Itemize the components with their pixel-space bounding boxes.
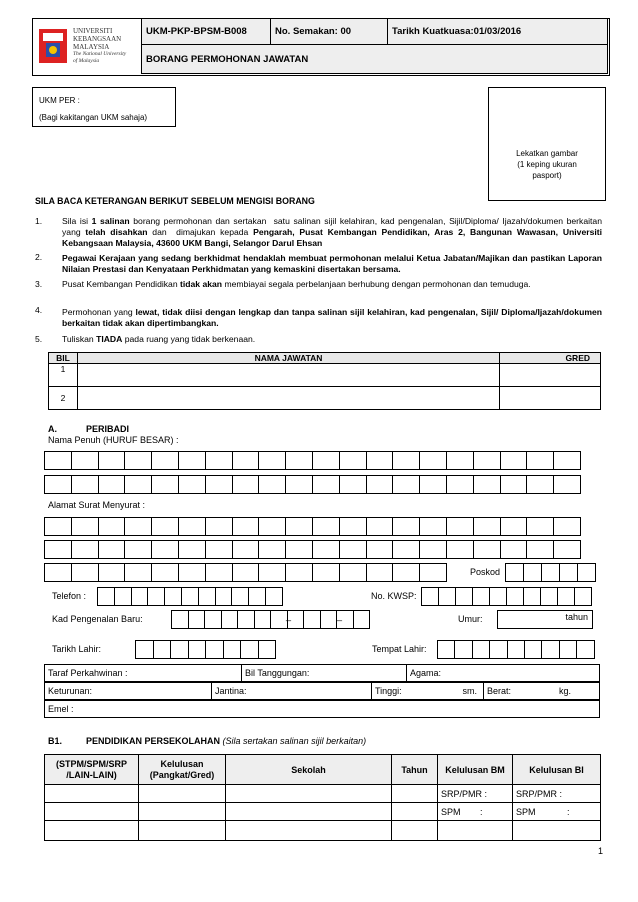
- instruction-item: Pegawai Kerajaan yang sedang berkhidmat hendaklah membuat permohonan melalui Ketua Jabatan/Majikan dan pastikan Laporan Nilaian Prestasi dan Kenyataan Perkhidmatan yang kemaskini disertakan bersama.: [62, 253, 602, 274]
- instruction-item: Pusat Kembangan Pendidikan tidak akan membiayai segala perbelanjaan berhubung dengan permohonan dan temuduga.: [62, 279, 531, 289]
- year-cell[interactable]: [392, 803, 438, 821]
- char-box[interactable]: [258, 640, 277, 659]
- char-box[interactable]: [392, 563, 420, 582]
- ukm-per-box[interactable]: [32, 87, 176, 127]
- char-box[interactable]: [524, 640, 542, 659]
- char-box[interactable]: [339, 475, 367, 494]
- char-box[interactable]: [258, 475, 286, 494]
- section-b1-title: PENDIDIKAN PERSEKOLAHAN: [86, 736, 221, 746]
- form-code: UKM-PKP-BPSM-B008: [141, 18, 271, 45]
- char-box[interactable]: [312, 451, 340, 470]
- char-box[interactable]: [124, 451, 152, 470]
- char-box[interactable]: [151, 540, 179, 559]
- poskod-grid[interactable]: [505, 563, 595, 582]
- char-box[interactable]: [258, 517, 286, 536]
- address-grid-1[interactable]: [44, 517, 580, 536]
- logo-line-2: KEBANGSAAN: [73, 35, 122, 43]
- char-box[interactable]: [231, 587, 249, 606]
- char-box[interactable]: [285, 451, 313, 470]
- char-box[interactable]: [178, 517, 206, 536]
- char-box[interactable]: [204, 610, 222, 629]
- grade-cell[interactable]: [500, 387, 601, 410]
- char-box[interactable]: [392, 451, 420, 470]
- email-field[interactable]: [45, 701, 600, 718]
- section-b1-note: (Sila sertakan salinan sijil berkaitan): [222, 736, 367, 746]
- bm-srp-cell[interactable]: SRP/PMR :: [438, 785, 513, 803]
- char-box[interactable]: [171, 610, 189, 629]
- char-box[interactable]: [124, 563, 152, 582]
- char-box[interactable]: [98, 475, 126, 494]
- result-cell[interactable]: [139, 785, 226, 803]
- col-school: Sekolah: [226, 755, 392, 785]
- marital-label: Taraf Perkahwinan :: [48, 668, 128, 678]
- logo-line-4: The National University: [73, 51, 127, 57]
- char-box[interactable]: [147, 587, 165, 606]
- effective-date: Tarikh Kuatkuasa:01/03/2016: [387, 18, 608, 45]
- logo-line-5: of Malaysia: [73, 57, 100, 64]
- char-box[interactable]: [553, 540, 581, 559]
- ukm-per-label: UKM PER :: [39, 96, 80, 105]
- char-box[interactable]: [541, 640, 559, 659]
- char-box[interactable]: [526, 475, 554, 494]
- char-box[interactable]: [526, 451, 554, 470]
- char-box[interactable]: [151, 517, 179, 536]
- char-box[interactable]: [473, 540, 501, 559]
- exam-cell[interactable]: [45, 821, 139, 841]
- char-box[interactable]: [473, 451, 501, 470]
- char-box[interactable]: [232, 451, 260, 470]
- char-box[interactable]: [232, 540, 260, 559]
- char-box[interactable]: [270, 610, 288, 629]
- bi-spm-cell[interactable]: [513, 803, 601, 821]
- telefon-label: Telefon :: [52, 591, 87, 601]
- age-label: Umur:: [458, 614, 483, 624]
- char-box[interactable]: [303, 610, 321, 629]
- char-box[interactable]: [258, 540, 286, 559]
- char-box[interactable]: [114, 587, 132, 606]
- bm-cell[interactable]: [438, 821, 513, 841]
- char-box[interactable]: [254, 610, 272, 629]
- char-box[interactable]: [320, 610, 338, 629]
- personal-details-table: [44, 664, 600, 682]
- char-box[interactable]: [232, 475, 260, 494]
- instruction-number: 3.: [35, 279, 43, 289]
- char-box[interactable]: [489, 640, 507, 659]
- char-box[interactable]: [438, 587, 456, 606]
- poskod-label: Poskod: [470, 567, 501, 577]
- dob-grid[interactable]: [135, 640, 275, 659]
- religion-label: Agama:: [410, 668, 442, 678]
- bi-srp-cell[interactable]: SRP/PMR :: [513, 785, 601, 803]
- bm-spm-label: SPM: [441, 806, 461, 817]
- char-box[interactable]: [205, 640, 224, 659]
- religion-field[interactable]: [407, 665, 600, 682]
- char-box[interactable]: [135, 640, 154, 659]
- section-a-label: A.: [48, 424, 57, 434]
- char-box[interactable]: [178, 563, 206, 582]
- char-box[interactable]: [240, 640, 259, 659]
- age-unit: tahun: [565, 612, 588, 622]
- address-label: Alamat Surat Menyurat :: [48, 500, 146, 510]
- char-box[interactable]: [446, 475, 474, 494]
- char-box[interactable]: [553, 475, 581, 494]
- char-box[interactable]: [170, 640, 189, 659]
- char-box[interactable]: [164, 587, 182, 606]
- page-number: 1: [598, 846, 604, 856]
- school-cell[interactable]: [226, 821, 392, 841]
- char-box[interactable]: [285, 475, 313, 494]
- char-box[interactable]: [577, 563, 596, 582]
- char-box[interactable]: [366, 451, 394, 470]
- char-box[interactable]: [265, 587, 283, 606]
- table-row[interactable]: [45, 821, 601, 841]
- char-box[interactable]: [258, 451, 286, 470]
- char-box[interactable]: [489, 587, 507, 606]
- char-box[interactable]: [258, 563, 286, 582]
- char-box[interactable]: [446, 540, 474, 559]
- col-result-1: Kelulusan: [160, 758, 204, 769]
- address-grid-3[interactable]: [44, 563, 446, 582]
- char-box[interactable]: [523, 587, 541, 606]
- char-box[interactable]: [507, 640, 525, 659]
- char-box[interactable]: [437, 640, 455, 659]
- char-box[interactable]: [131, 587, 149, 606]
- row-number: 2: [49, 387, 78, 410]
- char-box[interactable]: [98, 451, 126, 470]
- height-field[interactable]: [372, 683, 484, 700]
- year-cell[interactable]: [392, 821, 438, 841]
- char-box[interactable]: [553, 451, 581, 470]
- year-cell[interactable]: [392, 785, 438, 803]
- char-box[interactable]: [339, 563, 367, 582]
- char-box[interactable]: [248, 587, 266, 606]
- char-box[interactable]: [124, 517, 152, 536]
- char-box[interactable]: [454, 640, 472, 659]
- char-box[interactable]: [71, 475, 99, 494]
- char-box[interactable]: [419, 563, 447, 582]
- char-box[interactable]: [500, 451, 528, 470]
- char-box[interactable]: [205, 451, 233, 470]
- char-box[interactable]: [215, 587, 233, 606]
- char-box[interactable]: [205, 517, 233, 536]
- bi-cell[interactable]: [513, 821, 601, 841]
- char-box[interactable]: [576, 640, 594, 659]
- full-name-grid-1[interactable]: [44, 451, 580, 470]
- char-box[interactable]: [473, 517, 501, 536]
- section-a-title: PERIBADI: [86, 424, 130, 434]
- char-box[interactable]: [98, 540, 126, 559]
- revision-number: No. Semakan: 00: [270, 18, 388, 45]
- position-name-cell[interactable]: [78, 387, 500, 410]
- bm-spm-colon: :: [480, 806, 483, 817]
- char-box[interactable]: [353, 610, 371, 629]
- gender-label: Jantina:: [215, 686, 247, 696]
- dependents-label: Bil Tanggungan:: [245, 668, 310, 678]
- telefon-grid[interactable]: [97, 587, 282, 606]
- char-box[interactable]: [71, 563, 99, 582]
- char-box[interactable]: [339, 451, 367, 470]
- char-box[interactable]: [500, 517, 528, 536]
- char-box[interactable]: [44, 475, 72, 494]
- char-box[interactable]: [419, 540, 447, 559]
- col-exam-2: /LAIN-LAIN): [66, 769, 117, 780]
- char-box[interactable]: [285, 517, 313, 536]
- char-box[interactable]: [71, 451, 99, 470]
- char-box[interactable]: [472, 640, 490, 659]
- char-box[interactable]: [446, 517, 474, 536]
- age-input[interactable]: [497, 610, 593, 629]
- row-number: 1: [49, 364, 78, 387]
- instruction-item: Sila isi 1 salinan borang permohonan dan sertakan satu salinan sijil kelahiran, kad pengenalan, Sijil/Diploma/ Ijazah/dokumen berkaitan yang telah disahkan dan dimajukan kepada Pengarah, Pusat Kembangan Pendidikan, Aras 2, Bangunan Wawasan, Universiti Kebangsaan Malaysia, 43600 UKM Bangi, Selangor Darul Ehsan: [62, 216, 602, 248]
- logo-line-1: UNIVERSITI: [73, 27, 113, 35]
- char-box[interactable]: [557, 587, 575, 606]
- char-box[interactable]: [221, 610, 239, 629]
- weight-field[interactable]: [484, 683, 600, 700]
- char-box[interactable]: [419, 475, 447, 494]
- instructions-heading: SILA BACA KETERANGAN BERIKUT SEBELUM MENGISI BORANG: [35, 196, 315, 206]
- instruction-number: 1.: [35, 216, 43, 226]
- char-box[interactable]: [151, 563, 179, 582]
- position-table: [48, 352, 601, 410]
- height-unit: sm.: [462, 686, 477, 696]
- col-year: Tahun: [392, 755, 438, 785]
- char-box[interactable]: [71, 517, 99, 536]
- char-box[interactable]: [392, 540, 420, 559]
- instruction-number: 5.: [35, 334, 43, 344]
- ukm-per-note: (Bagi kakitangan UKM sahaja): [39, 113, 148, 122]
- char-box[interactable]: [285, 540, 313, 559]
- logo-line-3: MALAYSIA: [73, 43, 110, 51]
- char-box[interactable]: [541, 563, 560, 582]
- char-box[interactable]: [205, 540, 233, 559]
- char-box[interactable]: [44, 563, 72, 582]
- char-box[interactable]: [205, 563, 233, 582]
- education-table-header: [45, 755, 601, 785]
- address-grid-2[interactable]: [44, 540, 580, 559]
- char-box[interactable]: [455, 587, 473, 606]
- char-box[interactable]: [285, 563, 313, 582]
- col-bm: Kelulusan BM: [438, 755, 513, 785]
- char-box[interactable]: [339, 540, 367, 559]
- char-box[interactable]: [421, 587, 439, 606]
- char-box[interactable]: [446, 451, 474, 470]
- col-gred: GRED: [500, 353, 601, 364]
- ic-label: Kad Pengenalan Baru:: [52, 614, 143, 624]
- weight-label: Berat:: [487, 686, 512, 696]
- char-box[interactable]: [574, 587, 592, 606]
- ukm-logo: [33, 19, 142, 73]
- bm-spm-cell[interactable]: [438, 803, 513, 821]
- school-cell[interactable]: [226, 803, 392, 821]
- char-box[interactable]: [188, 610, 206, 629]
- char-box[interactable]: [232, 563, 260, 582]
- char-box[interactable]: [392, 517, 420, 536]
- char-box[interactable]: [559, 563, 578, 582]
- pob-label: Tempat Lahir:: [372, 644, 427, 654]
- char-box[interactable]: [178, 475, 206, 494]
- photo-line-1: Lekatkan gambar: [516, 149, 578, 158]
- char-box[interactable]: [540, 587, 558, 606]
- email-label: Emel :: [48, 704, 74, 714]
- col-bil: BIL: [49, 353, 78, 364]
- bi-spm-label: SPM: [516, 806, 536, 817]
- exam-cell[interactable]: [45, 803, 139, 821]
- col-bi: Kelulusan BI: [513, 755, 601, 785]
- char-box[interactable]: [181, 587, 199, 606]
- char-box[interactable]: [205, 475, 233, 494]
- char-box[interactable]: [188, 640, 207, 659]
- char-box[interactable]: [124, 475, 152, 494]
- char-box[interactable]: [473, 475, 501, 494]
- char-box[interactable]: [71, 540, 99, 559]
- char-box[interactable]: [44, 517, 72, 536]
- char-box[interactable]: [523, 563, 542, 582]
- instruction-item: Tuliskan TIADA pada ruang yang tidak berkenaan.: [62, 334, 256, 344]
- char-box[interactable]: [339, 517, 367, 536]
- char-box[interactable]: [312, 517, 340, 536]
- kwsp-label: No. KWSP:: [371, 591, 417, 601]
- char-box[interactable]: [500, 540, 528, 559]
- char-box[interactable]: [44, 451, 72, 470]
- char-box[interactable]: [178, 540, 206, 559]
- race-field[interactable]: [45, 683, 212, 700]
- education-table: [44, 754, 601, 841]
- col-result-2: (Pangkat/Gred): [149, 769, 215, 780]
- char-box[interactable]: [232, 517, 260, 536]
- char-box[interactable]: [98, 563, 126, 582]
- char-box[interactable]: [472, 587, 490, 606]
- instruction-item: Permohonan yang lewat, tidak diisi dengan lengkap dan tanpa salinan sijil kelahiran, kad pengenalan, Sijil/ Diploma/Ijazah/dokumen berkaitan tidak akan dipertimbangkan.: [62, 307, 602, 328]
- char-box[interactable]: [506, 587, 524, 606]
- ic-dash-1: _: [286, 611, 292, 621]
- char-box[interactable]: [505, 563, 524, 582]
- char-box[interactable]: [153, 640, 172, 659]
- char-box[interactable]: [198, 587, 216, 606]
- table-row[interactable]: [45, 803, 601, 821]
- char-box[interactable]: [151, 475, 179, 494]
- table-row[interactable]: [49, 387, 601, 410]
- bi-spm-colon: :: [567, 806, 570, 817]
- col-exam-1: (STPM/SPM/SRP: [55, 758, 127, 769]
- char-box[interactable]: [559, 640, 577, 659]
- grade-cell[interactable]: [500, 364, 601, 387]
- dob-label: Tarikh Lahir:: [52, 644, 102, 654]
- char-box[interactable]: [366, 540, 394, 559]
- exam-cell[interactable]: [45, 785, 139, 803]
- char-box[interactable]: [312, 540, 340, 559]
- height-label: Tinggi:: [375, 686, 402, 696]
- position-table-header: [49, 353, 601, 364]
- char-box[interactable]: [312, 475, 340, 494]
- full-name-grid-2[interactable]: [44, 475, 580, 494]
- col-nama-jawatan: NAMA JAWATAN: [78, 353, 500, 364]
- race-label: Keturunan:: [48, 686, 93, 696]
- full-name-label: Nama Penuh (HURUF BESAR) :: [48, 435, 179, 445]
- char-box[interactable]: [526, 540, 554, 559]
- instruction-number: 4.: [35, 305, 43, 315]
- char-box[interactable]: [237, 610, 255, 629]
- section-b1-label: B1.: [48, 736, 63, 746]
- instruction-number: 2.: [35, 252, 43, 262]
- school-cell[interactable]: [226, 785, 392, 803]
- char-box[interactable]: [151, 451, 179, 470]
- ic-dash-2: _: [337, 611, 343, 621]
- kwsp-grid[interactable]: [421, 587, 591, 606]
- char-box[interactable]: [419, 451, 447, 470]
- table-row[interactable]: [45, 785, 601, 803]
- form-title: BORANG PERMOHONAN JAWATAN: [141, 44, 608, 74]
- photo-line-2: (1 keping ukuran: [517, 160, 577, 169]
- email-table: [44, 700, 600, 718]
- result-cell[interactable]: [139, 803, 226, 821]
- char-box[interactable]: [392, 475, 420, 494]
- gender-field[interactable]: [212, 683, 372, 700]
- char-box[interactable]: [500, 475, 528, 494]
- marital-field[interactable]: [45, 665, 242, 682]
- char-box[interactable]: [526, 517, 554, 536]
- char-box[interactable]: [223, 640, 242, 659]
- char-box[interactable]: [366, 517, 394, 536]
- char-box[interactable]: [98, 517, 126, 536]
- table-row[interactable]: [49, 364, 601, 387]
- pob-grid[interactable]: [437, 640, 594, 659]
- char-box[interactable]: [97, 587, 115, 606]
- char-box[interactable]: [366, 475, 394, 494]
- char-box[interactable]: [124, 540, 152, 559]
- photo-line-3: pasport): [532, 171, 562, 180]
- char-box[interactable]: [553, 517, 581, 536]
- char-box[interactable]: [178, 451, 206, 470]
- char-box[interactable]: [44, 540, 72, 559]
- char-box[interactable]: [366, 563, 394, 582]
- char-box[interactable]: [312, 563, 340, 582]
- position-name-cell[interactable]: [78, 364, 500, 387]
- dependents-field[interactable]: [242, 665, 407, 682]
- char-box[interactable]: [419, 517, 447, 536]
- personal-details-table-2: [44, 682, 600, 700]
- photo-box[interactable]: [488, 87, 606, 201]
- weight-unit: kg.: [558, 686, 571, 696]
- result-cell[interactable]: [139, 821, 226, 841]
